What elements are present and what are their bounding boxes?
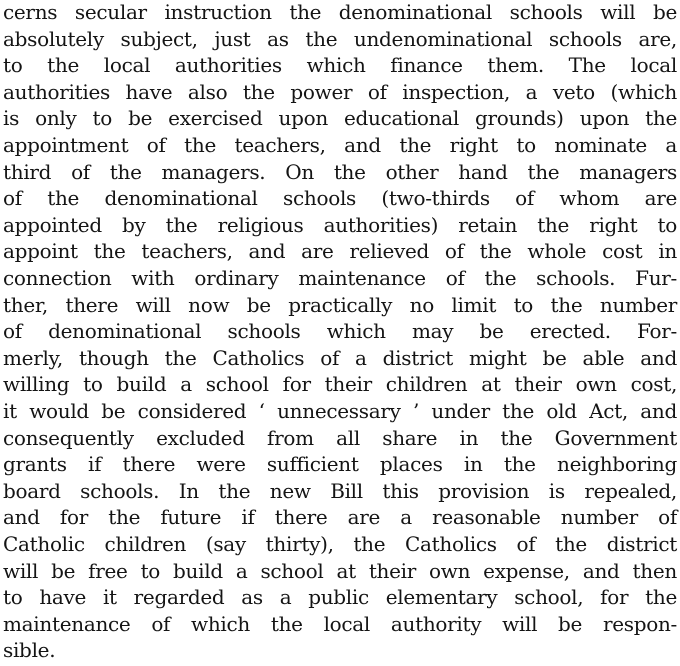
text-line: will be free to build a school at their own expense, and then	[3, 558, 677, 583]
text-line: appointed by the religious authorities) retain the right to	[3, 212, 677, 237]
text-line: Catholic children (say thirty), the Catholics of the district	[3, 532, 677, 556]
text-line: third of the managers. On the other hand the managers	[3, 159, 677, 184]
text-line: connection with ordinary maintenance of the schools. Fur-	[3, 266, 677, 290]
text-line: of denominational schools which may be erected. For-	[3, 319, 677, 344]
text-line: authorities have also the power of inspection, a veto (which	[3, 79, 677, 104]
text-line: appoint the teachers, and are relieved of the whole cost in	[3, 239, 677, 264]
text-line: and for the future if there are a reasonable number of	[3, 505, 677, 530]
text-line: is only to be exercised upon educational grounds) upon the	[3, 106, 677, 131]
text-line: sible.	[3, 638, 56, 663]
text-line: to the local authorities which finance them. The local	[3, 53, 677, 78]
text-line: cerns secular instruction the denominational schools will be	[3, 0, 677, 24]
text-line: absolutely subject, just as the undenominational schools are,	[3, 26, 677, 51]
text-line: it would be considered ‘ unnecessary ’ under the old Act, and	[3, 399, 677, 423]
text-line: consequently excluded from all share in the Government	[3, 425, 677, 450]
text-line: willing to build a school for their children at their own cost,	[3, 372, 677, 397]
text-line: grants if there were sufficient places in the neighboring	[3, 452, 677, 477]
text-line: board schools. In the new Bill this provision is repealed,	[3, 478, 677, 503]
text-line: to have it regarded as a public elementary school, for the	[3, 585, 677, 610]
text-line: merly, though the Catholics of a district might be able and	[3, 345, 677, 370]
text-line: appointment of the teachers, and the right to nominate a	[3, 133, 677, 157]
text-line: of the denominational schools (two-thirds of whom are	[3, 186, 677, 211]
text-line: ther, there will now be practically no limit to the number	[3, 292, 677, 317]
scanned-page	[3, 0, 680, 666]
text-line: maintenance of which the local authority will be respon-	[3, 611, 677, 636]
